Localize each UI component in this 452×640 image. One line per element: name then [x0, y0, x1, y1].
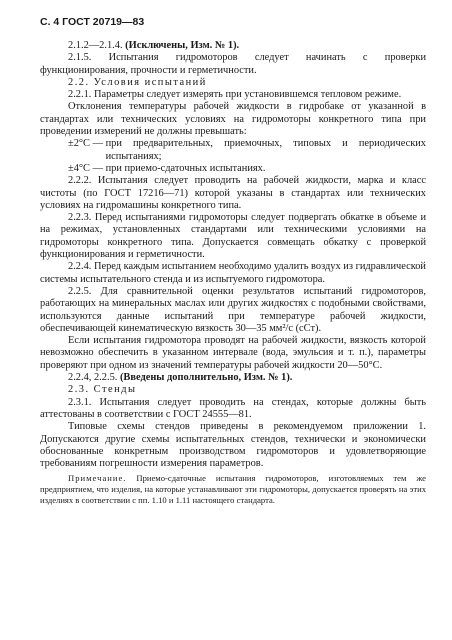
paragraph-typical-schemes: Типовые схемы стендов приведены в рекомендуемом приложении 1. Допускаются другие схемы испытательных стендов, технически и экономически обоснованные конкретным производством гидромоторов и удовлетворяющие требованиям погрешности измерения параметров.	[40, 421, 426, 470]
paragraph-2-2-2: 2.2.2. Испытания следует проводить на рабочей жидкости, марка и класс чистоты (по ГОСТ 17216—71) которой указаны в стандартах или технических условиях на гидромашины конкретного типа.	[40, 175, 426, 211]
deviation-text-1: при предварительных, приемочных, типовых и периодических испытаниях;	[105, 138, 426, 162]
paragraph-added	[40, 372, 426, 384]
deviation-item-1	[40, 138, 426, 163]
heading-2-3: 2.3. Стенды	[68, 384, 137, 396]
paragraph-2-1-5: 2.1.5. Испытания гидромоторов следует начинать с проверки функционирования, прочности и герметичности.	[40, 52, 426, 76]
footnote	[40, 473, 426, 506]
paragraph-2-2-5: 2.2.5. Для сравнительной оценки результатов испытаний гидромоторов, работающих на минеральных маслах или других жидкостях с подобными свойствами, используются данные испытаний при температуре рабочей жидкости, обеспечивающей кинематическую вязкость 30—35 мм²/с (сСт).	[40, 285, 426, 334]
paragraph-deviation: Отклонения температуры рабочей жидкости в гидробаке от указанной в стандартах или технических условиях на гидромоторы конкретного типа при проведении измерений не должны превышать:	[40, 101, 426, 138]
paragraph-2-2-3: 2.2.3. Перед испытаниями гидромоторы следует подвергать обкатке в объеме и на режимах, установленных стандартами или техническими условиями на гидромоторы конкретного типа. Допускается совмещать обкатку с проверкой функционирования и герметичности.	[40, 212, 426, 261]
note-text: Приемо-сдаточные испытания гидромоторов, изготовляемых тем же предприятием, что изделия, на которые устанавливают эти гидромоторы, допускается проверять на этих изделиях в соответствии с пп. 1.10 и 1.11 настоящего стандарта.	[40, 473, 426, 506]
page-header: С. 4 ГОСТ 20719—83	[40, 16, 145, 28]
paragraph-2-2-1: 2.2.1. Параметры следует измерять при установившемся тепловом режиме.	[68, 89, 402, 101]
paragraph-2-1-2	[40, 40, 426, 52]
clause-number: 2.1.2—2.1.4.	[68, 40, 123, 51]
paragraph-viscosity: Если испытания гидромотора проводят на рабочей жидкости, вязкость которой невозможно обеспечить в указанном интервале (вода, эмульсия и т. п.), параметры проверяют при одном из значений температуры рабочей жидкости 20—50°С.	[40, 335, 426, 371]
excluded-note: (Исключены, Изм. № 1).	[125, 40, 240, 51]
deviation-text-2: при приемо-сдаточных испытаниях.	[105, 162, 266, 174]
paragraph-2-3-1: 2.3.1. Испытания следует проводить на стендах, которые должны быть аттестованы в соответствии с ГОСТ 24555—81.	[40, 396, 426, 420]
document-body	[40, 40, 426, 506]
paragraph-2-2-4: 2.2.4. Перед каждым испытанием необходимо удалить воздух из гидравлической системы испытательного стенда и из испытуемого гидромотора.	[40, 261, 426, 285]
deviation-value-2: ±4°C —	[68, 162, 106, 174]
added-note: (Введены дополнительно, Изм. № 1).	[119, 372, 293, 384]
deviation-value-1: ±2°C —	[68, 138, 106, 150]
note-paragraph	[40, 473, 426, 506]
heading-2-2: 2.2. Условия испытаний	[68, 76, 207, 88]
clause-number: 2.2.4, 2.2.5.	[68, 372, 118, 384]
deviation-item-2	[40, 163, 426, 175]
note-label: Примечание.	[68, 473, 127, 484]
